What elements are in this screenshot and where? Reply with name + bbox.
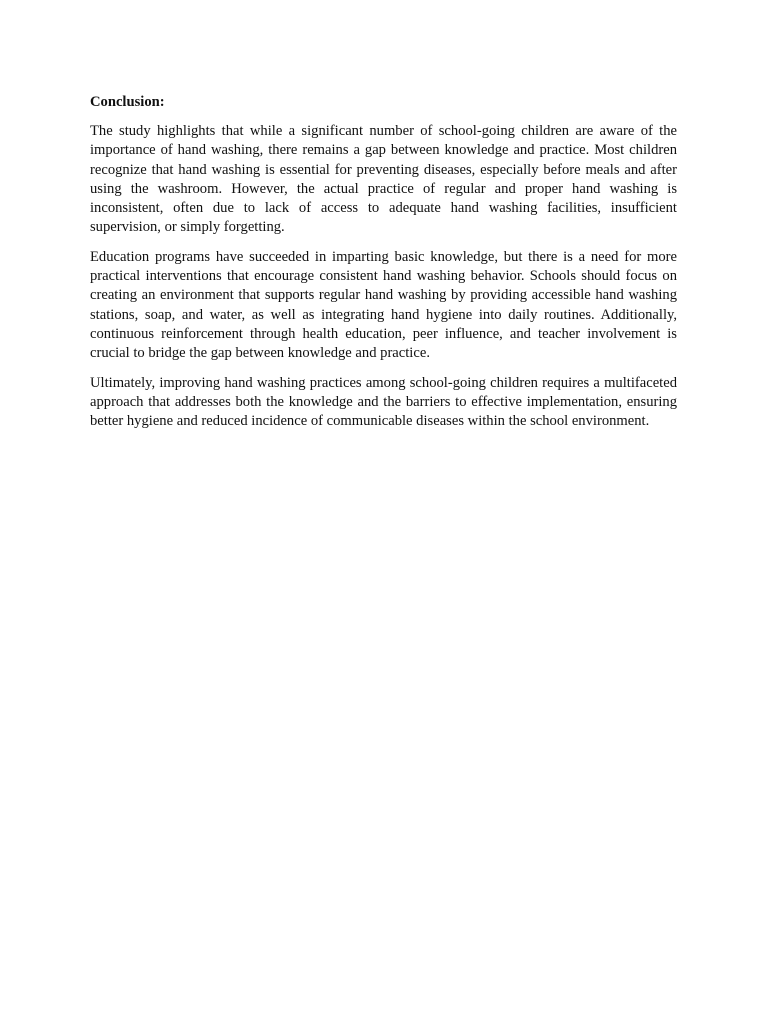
section-heading: Conclusion: (90, 94, 165, 110)
paragraph-1: The study highlights that while a significant number of school-going children are aware of the importance of hand washing, there remains a gap between knowledge and practice. Most children recognize that hand washing is essential for preventing diseases, especially before meals and after using the washroom. However, the actual practice of regular and proper hand washing is inconsistent, often due to lack of access to adequate hand washing facilities, insufficient supervision, or simply forgetting. (90, 123, 677, 236)
paragraph-2: Education programs have succeeded in imparting basic knowledge, but there is a need for more practical interventions that encourage consistent hand washing behavior. Schools should focus on creating an environment that supports regular hand washing by providing accessible hand washing stations, soap, and water, as well as integrating hand hygiene into daily routines. Additionally, continuous reinforcement through health education, peer influence, and teacher involvement is crucial to bridge the gap between knowledge and practice. (90, 248, 677, 361)
document-body (90, 93, 677, 442)
paragraph-3: Ultimately, improving hand washing practices among school-going children requires a multifaceted approach that addresses both the knowledge and the barriers to effective implementation, ensuring better hygiene and reduced incidence of communicable diseases within the school environment. (90, 374, 677, 430)
